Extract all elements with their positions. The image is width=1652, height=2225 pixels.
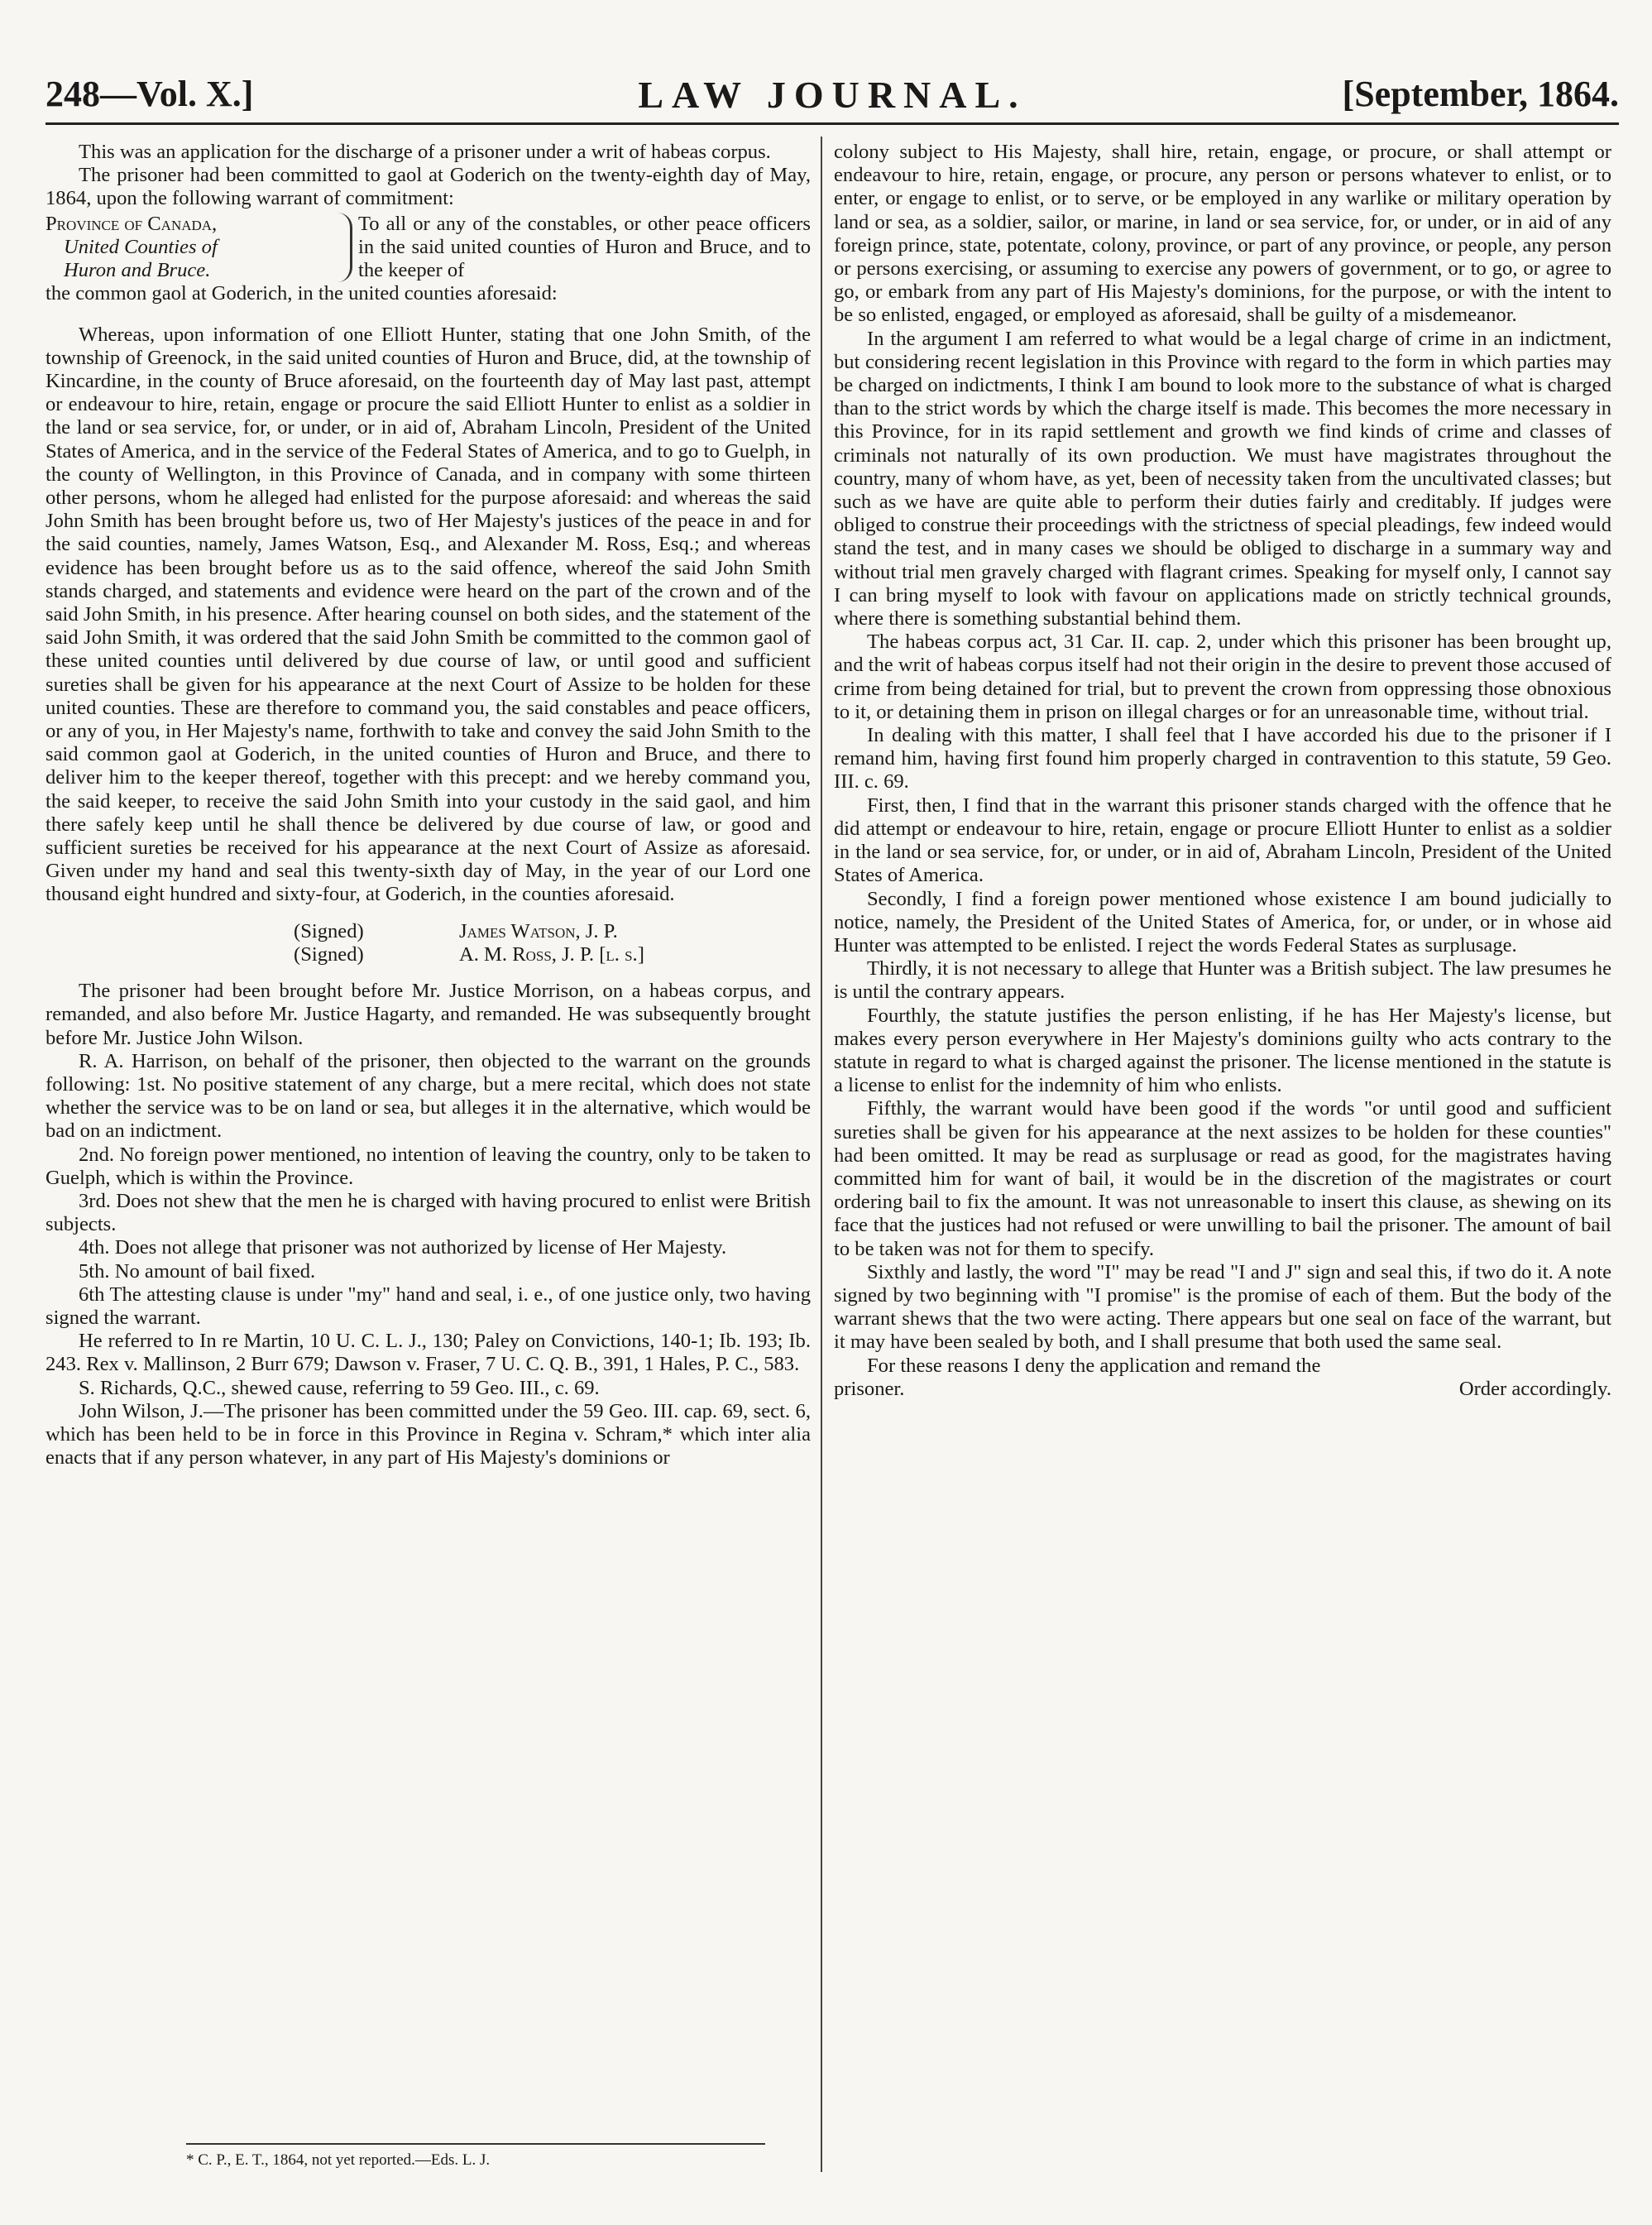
signature-row [45, 920, 811, 943]
order-line-left: prisoner. [834, 1377, 905, 1400]
paragraph: 5th. No amount of bail fixed. [79, 1259, 316, 1283]
paragraph: Fourthly, the statute justifies the person enlisting, if he has Her Majesty's license, but makes every person everywhere in Her Majesty's dominions guilty who acts contrary to the statute in regard to what is charged against the prisoner. The license mentioned in the statute is a license to enlist for the indemnity of him who enlists. [834, 1004, 1611, 1097]
paragraph: Secondly, I find a foreign power mentioned whose existence I am bound judicially to notice, namely, the President of the United States of America, for, or under, or in whose aid Hunter was attempted to be enlisted. I reject the words Federal States as surplusage. [834, 887, 1611, 957]
paragraph: For these reasons I deny the application and remand the [867, 1354, 1321, 1377]
paragraph: R. A. Harrison, on behalf of the prisoner, then objected to the warrant on the grounds following: 1st. No positive statement of any charge, but a mere recital, which does not state whether the service was to be on land or sea, but alleges it in the alternative, which would be bad on an indictment. [45, 1049, 811, 1143]
venue-caption [45, 213, 347, 283]
order-line-right: Order accordingly. [1458, 1377, 1611, 1400]
paragraph: The habeas corpus act, 31 Car. II. cap. 2, under which this prisoner has been brought up, and the writ of habeas corpus itself had not their origin in the desire to prevent those accused of crime from being detained for trial, but to prevent the crown from oppressing those obnoxious to it, or detaining them in prison on illegal charges or for an unreasonable time, without trial. [834, 631, 1611, 723]
paragraph: This was an application for the discharge of a prisoner under a writ of habeas corpus. [79, 141, 771, 163]
signature-name: James Watson, J. P. [459, 919, 618, 942]
signature-name: A. M. Ross, J. P. [l. s.] [459, 942, 644, 966]
paragraph: S. Richards, Q.C., shewed cause, referring to 59 Geo. III., c. 69. [79, 1376, 600, 1399]
paragraph: Fifthly, the warrant would have been good if the words "or until good and sufficient sureties shall be given for his appearance at the next assizes to be holden for these counties" had been omitted. It may be read as surplusage or read as good, for the magistrates having committed him for want of bail, it would be in the discretion of the magistrates or court ordering bail to fix the amount. It was not unreasonable to insert this clause, as shewing on its face that the justices had not refused or were unwilling to bail the prisoner. The amount of bail to be taken was not for them to specify. [834, 1097, 1611, 1260]
brace-mark [335, 213, 352, 282]
warrant-address: To all or any of the constables, or other peace officers in the said united counties of Huron and Bruce, and to the keeper of [358, 212, 811, 282]
venue-line: Province of Canada, [45, 212, 218, 235]
signature-label: (Signed) [294, 919, 364, 942]
footnote-rule [186, 2143, 765, 2145]
issue-date: [September, 1864. [1342, 74, 1619, 114]
paragraph: The prisoner had been brought before Mr. Justice Morrison, on a habeas corpus, and remanded, and also before Mr. Justice Hagarty, and remanded. He was subsequently brought before Mr. Justice John Wilson. [45, 980, 811, 1049]
signature-label: (Signed) [294, 942, 364, 966]
paragraph: John Wilson, J.—The prisoner has been committed under the 59 Geo. III. cap. 69, sect. 6, which has been held to be in force in this Province in Regina v. Schram,* which inter alia enacts that if any person whatever, in any part of His Majesty's dominions or [45, 1399, 811, 1470]
paragraph: colony subject to His Majesty, shall hire, retain, engage, or procure, or shall attempt or endeavour to hire, retain, engage, or procure, any person or persons whatever to enlist, or to enter, or engage to enlist, or to serve, or be employed in any warlike or military operation by land or sea, as a soldier, sailor, or marine, in land or sea service, for, or under, or in aid of any foreign prince, state, potentate, colony, province, or part of any province, or people, any person or persons exercising, or assuming to exercise any powers of government, or to go, or agree to go, or embark from any part of His Majesty's dominions, for the purpose, or with the intent to be so enlisted, engaged, or employed as aforesaid, shall be guilty of a misdemeanor. [834, 141, 1611, 327]
paragraph: The prisoner had been committed to gaol at Goderich on the twenty-eighth day of May, 1864, upon the following warrant of commitment: [45, 164, 811, 210]
warrant-address-tail: the common gaol at Goderich, in the united counties aforesaid: [45, 281, 558, 304]
paragraph: He referred to In re Martin, 10 U. C. L. J., 130; Paley on Convictions, 140-1; Ib. 193; Ib. 243. Rex v. Mallinson, 2 Burr 679; Dawson v. Fraser, 7 U. C. Q. B., 391, 1 Hales, P. C., 583. [45, 1330, 811, 1376]
paragraph: In dealing with this matter, I shall feel that I have accorded his due to the prisoner if I remand him, having first found him properly charged in contravention to this statute, 59 Geo. III. c. 69. [834, 724, 1611, 794]
venue-line: Huron and Bruce. [64, 259, 211, 282]
footnote: * C. P., E. T., 1864, not yet reported.—Eds. L. J. [186, 2151, 491, 2169]
left-column [45, 141, 811, 2209]
signature-row [45, 943, 811, 966]
right-column [834, 141, 1611, 2209]
paragraph: In the argument I am referred to what would be a legal charge of crime in an indictment, but considering recent legislation in this Province with regard to the form in which parties may be charged on indictments, I think I am bound to look more to the substance of what is charged than to the strict words by which the charge itself is made. This becomes the more necessary in this Province, for in its rapid settlement and growth we find kinds of crime and classes of criminals not naturally of its own production. We must have magistrates throughout the country, many of whom have, as yet, been of necessity taken from the uncultivated classes; but such as we have are quite able to perform their duties fairly and creditably. If judges were obliged to construe their proceedings with the strictness of special pleadings, few indeed would stand the test, and in many cases we should be obliged to discharge in a summary way and without trial men gravely charged with flagrant crimes. Speaking for myself only, I cannot say I can bring myself to look with favour on applications made on strictly technical grounds, where there is something substantial behind them. [834, 327, 1611, 631]
paragraph: 6th The attesting clause is under "my" hand and seal, i. e., of one justice only, two having signed the warrant. [45, 1283, 811, 1329]
paragraph: Sixthly and lastly, the word "I" may be read "I and J" sign and seal this, if two do it. A note signed by two beginning with "I promise" is the promise of each of them. But the body of the warrant shews that the two were acting. There appears but one seal on face of the warrant, but it may have been sealed by both, and I shall presume that both used the same seal. [834, 1260, 1611, 1354]
paragraph: 2nd. No foreign power mentioned, no intention of leaving the country, only to be taken to Guelph, which is within the Province. [45, 1143, 811, 1189]
signature-block [45, 920, 811, 966]
paragraph: First, then, I find that in the warrant this prisoner stands charged with the offence that he did attempt or endeavour to hire, retain, engage or procure Elliott Hunter to enlist as a soldier in the land or sea service, for, or under, or in aid of, Abraham Lincoln, President of the United States of America. [834, 794, 1611, 887]
page-volume: 248—Vol. X.] [45, 74, 254, 114]
paragraph: Thirdly, it is not necessary to allege that Hunter was a British subject. The law presumes he is until the contrary appears. [834, 957, 1611, 1004]
warrant-caption [45, 213, 811, 322]
journal-title: LAW JOURNAL. [638, 74, 1027, 116]
warrant-body: Whereas, upon information of one Elliott Hunter, stating that one John Smith, of the township of Greenock, in the said united counties of Huron and Bruce, did, at the township of Kincardine, in the county of Bruce aforesaid, on the fourteenth day of May last past, attempt or endeavour to hire, retain, engage or procure the said Elliott Hunter to enlist as a soldier in the land or sea service, for, or under, or in aid of, Abraham Lincoln, President of the United States of America, and in the service of the Federal States of America, and to go to Guelph, in the county of Wellington, in this Province of Canada, and in company with some thirteen other persons, whom he alleged had enlisted for the purpose aforesaid: and whereas the said John Smith has been brought before us, two of Her Majesty's justices of the peace in and for the said counties, namely, James Watson, Esq., and Alexander M. Ross, Esq.; and whereas evidence has been brought before us as to the said offence, whereof the said John Smith stands charged, and statements and evidence were heard on the part of the crown and of the said John Smith, in his presence. After hearing counsel on both sides, and the statement of the said John Smith, it was ordered that the said John Smith be committed to the common gaol of these united counties until delivered by due course of law, or until good and sufficient sureties shall be given for his appearance at the next Court of Assize to be holden for these united counties. These are therefore to command you, the said constables and peace officers, or any of you, in Her Majesty's name, forthwith to take and convey the said John Smith to the said common gaol at Goderich, in the united counties of Huron and Bruce, and there to deliver him to the keeper thereof, together with this precept: and we hereby command you, the said keeper, to receive the said John Smith into your custody in the said gaol, and him there safely keep until he shall thence be delivered by due course of law, or good and sufficient sureties be received for his appearance at the next Court of Assize as aforesaid. Given under my hand and seal this twenty-sixth day of May, in the year of our Lord one thousand eight hundred and sixty-four, at Goderich, in the counties aforesaid. [45, 323, 811, 906]
paragraph: 3rd. Does not shew that the men he is charged with having procured to enlist were British subjects. [45, 1189, 811, 1236]
page-header [45, 73, 1619, 125]
venue-line: United Counties of [64, 235, 218, 258]
order-line [834, 1378, 1611, 1401]
column-divider [821, 137, 822, 2172]
paragraph: 4th. Does not allege that prisoner was not authorized by license of Her Majesty. [79, 1236, 727, 1259]
